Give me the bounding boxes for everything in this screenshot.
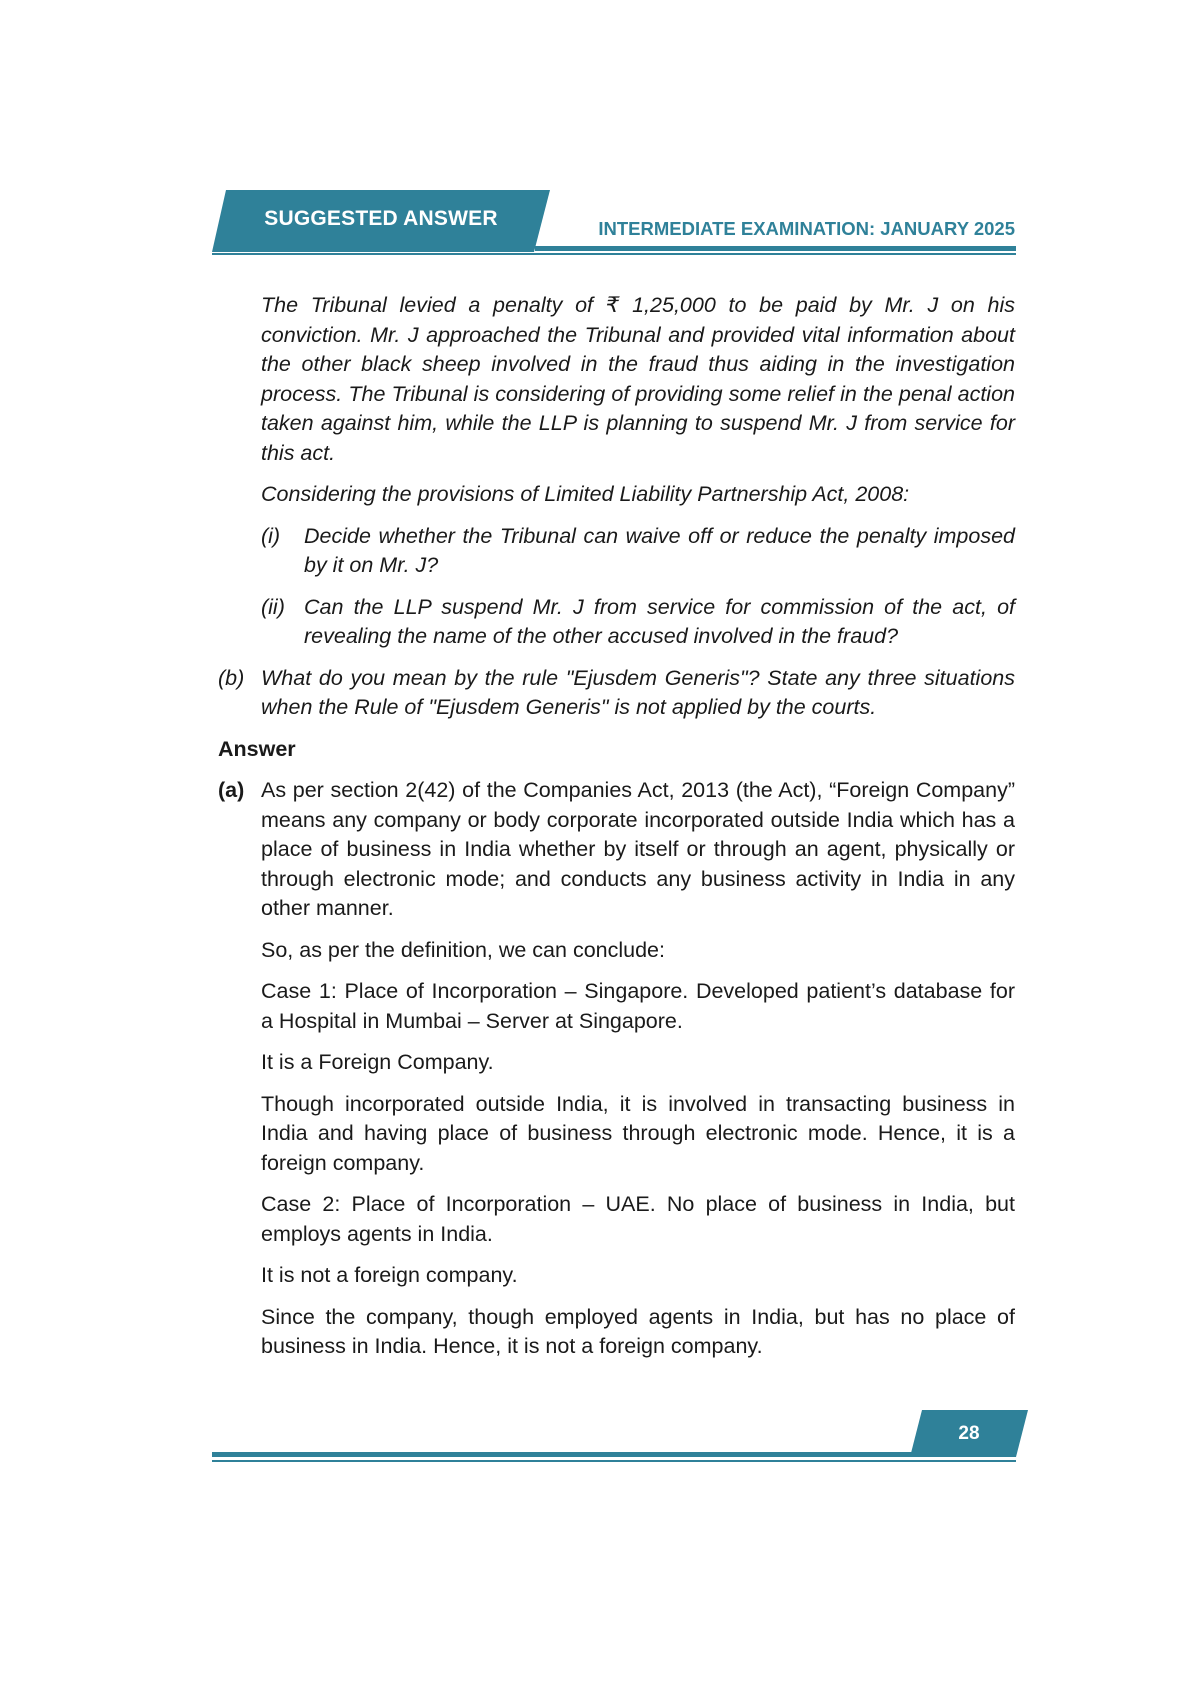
sub-item-text: Decide whether the Tribunal can waive off or reduce the penalty imposed by it on Mr. J?	[304, 523, 1015, 577]
question-sub-item	[261, 593, 1015, 652]
footer-divider-thick	[212, 1452, 1016, 1457]
answer-paragraph: Case 1: Place of Incorporation – Singapore. Developed patient’s database for a Hospital in Mumbai – Server at Singapore.	[261, 979, 1015, 1033]
question-part-b	[218, 664, 1015, 723]
answer-paragraph: It is a Foreign Company.	[261, 1050, 494, 1074]
sub-item-label: (i)	[261, 523, 281, 548]
page-content	[218, 291, 1015, 1362]
sub-item-text: Can the LLP suspend Mr. J from service for commission of the act, of revealing the name of the other accused involved in the fraud?	[304, 594, 1015, 648]
part-a-text: As per section 2(42) of the Companies Act, 2013 (the Act), “Foreign Company” means any company or body corporate incorporated outside India which has a place of business in India whether by itself or through an agent, physically or through electronic mode; and conducts any business activity in India in any other manner.	[261, 778, 1015, 920]
question-sub-item	[261, 522, 1015, 581]
footer-divider-thin	[212, 1460, 1016, 1462]
answer-paragraph: Case 2: Place of Incorporation – UAE. No place of business in India, but employs agents in India.	[261, 1192, 1015, 1246]
part-b-label: (b)	[218, 665, 245, 690]
answer-heading: Answer	[218, 736, 296, 761]
header-divider-thick	[535, 246, 1016, 251]
part-a-label: (a)	[218, 778, 245, 802]
question-paragraph-2: Considering the provisions of Limited Liability Partnership Act, 2008:	[261, 482, 910, 506]
answer-paragraph: So, as per the definition, we can conclude:	[261, 937, 665, 962]
exam-title: INTERMEDIATE EXAMINATION: JANUARY 2025	[598, 218, 1015, 239]
header-divider-thin	[212, 253, 1016, 255]
answer-part-a	[218, 776, 1015, 924]
answer-paragraph: It is not a foreign company.	[261, 1263, 518, 1287]
page-number: 28	[958, 1422, 980, 1444]
header-tab-label: SUGGESTED ANSWER	[264, 207, 498, 230]
part-b-text: What do you mean by the rule "Ejusdem Generis"? State any three situations when the Rule of "Ejusdem Generis" is not applied by the courts.	[261, 665, 1015, 719]
answer-paragraph: Though incorporated outside India, it is involved in transacting business in India and having place of business through electronic mode. Hence, it is a foreign company.	[261, 1091, 1015, 1175]
answer-paragraph: Since the company, though employed agents in India, but has no place of business in India. Hence, it is not a foreign company.	[261, 1304, 1015, 1358]
sub-item-label: (ii)	[261, 594, 285, 619]
question-paragraph-1: The Tribunal levied a penalty of ₹ 1,25,000 to be paid by Mr. J on his conviction. Mr. J approached the Tribunal and provided vital information about the other black sheep involved in the fraud thus aiding in the investigation process. The Tribunal is considering of providing some relief in the penal action taken against him, while the LLP is planning to suspend Mr. J from service for this act.	[261, 293, 1015, 465]
